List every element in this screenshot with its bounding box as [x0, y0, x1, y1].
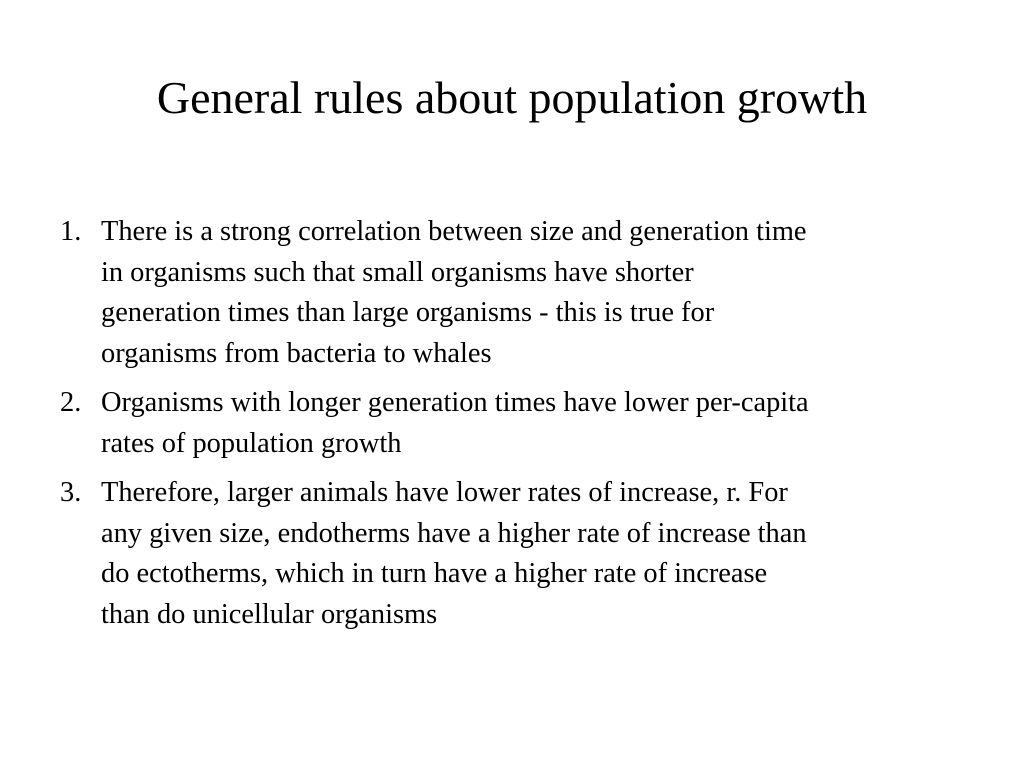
rule-item-3: [60, 473, 970, 635]
rule-number: 1.: [60, 216, 82, 247]
rule-text-line: in organisms such that small organisms have shorter: [101, 256, 694, 288]
rule-text-line: generation times than large organisms - this is true for: [101, 297, 715, 328]
rule-text-line: organisms from bacteria to whales: [101, 337, 492, 369]
rule-text-line: than do unicellular organisms: [101, 598, 438, 630]
rule-text-line: There is a strong correlation between size and generation time: [101, 216, 807, 247]
rule-text-line: Organisms with longer generation times have lower per-capita: [101, 387, 809, 418]
rule-text-line: do ectotherms, which in turn have a higher rate of increase: [101, 558, 768, 589]
rule-text-line: Therefore, larger animals have lower rates of increase, r. For: [101, 477, 788, 508]
rule-number: 3.: [60, 477, 82, 508]
rule-item-2: [60, 383, 970, 464]
rule-text-line: any given size, endotherms have a higher rate of increase than: [101, 517, 807, 549]
rules-list: [60, 212, 970, 644]
rule-number: 2.: [60, 387, 82, 418]
rule-text-line: rates of population growth: [101, 427, 402, 459]
rule-item-1: [60, 212, 970, 374]
slide-title: General rules about population growth: [156, 72, 868, 123]
